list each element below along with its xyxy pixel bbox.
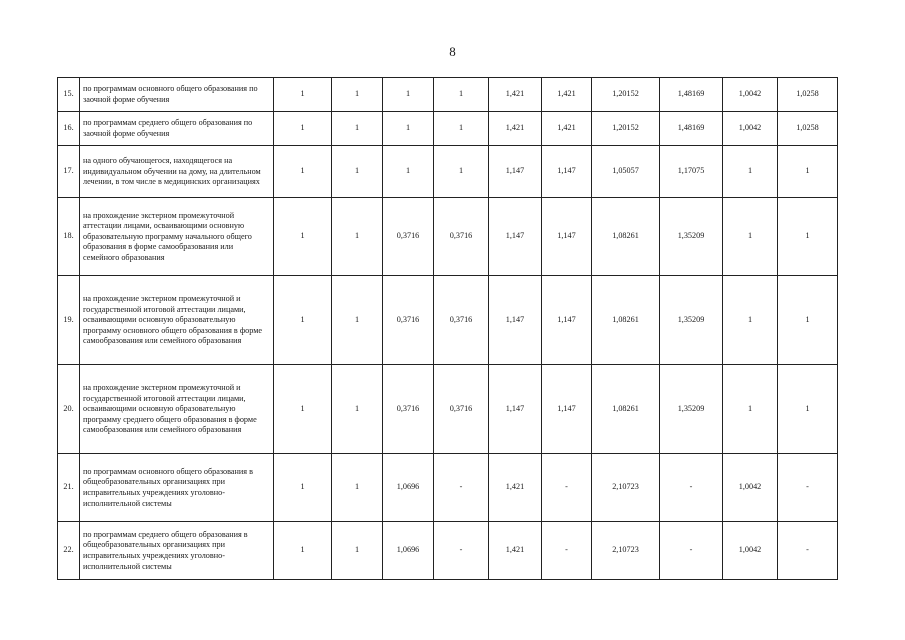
row-number-cell: 15. [58,78,80,112]
value-cell: 1,147 [542,146,592,198]
value-cell: 1 [434,78,489,112]
row-description-cell: по программам основного общего образования по заочной форме обучения [80,78,274,112]
value-cell: 1,17075 [660,146,723,198]
value-cell: 2,10723 [592,454,660,522]
value-cell: 0,3716 [434,276,489,365]
value-cell: 1 [778,198,838,276]
value-cell: 1 [332,78,383,112]
value-cell: 1 [383,78,434,112]
value-cell: 1 [332,112,383,146]
value-cell: 1 [274,146,332,198]
value-cell: 1 [778,276,838,365]
value-cell: 1 [274,112,332,146]
value-cell: 1 [778,365,838,454]
value-cell: 1 [274,522,332,580]
row-number-cell: 19. [58,276,80,365]
value-cell: 1 [434,112,489,146]
value-cell: 0,3716 [434,365,489,454]
value-cell: 1,0258 [778,78,838,112]
value-cell: - [434,522,489,580]
value-cell: 1,48169 [660,78,723,112]
value-cell: 1 [332,198,383,276]
value-cell: - [542,522,592,580]
value-cell: 1,0258 [778,112,838,146]
value-cell: 1,421 [489,112,542,146]
value-cell: 1 [723,365,778,454]
value-cell: 1 [723,198,778,276]
value-cell: - [542,454,592,522]
row-description-cell: на прохождение экстерном промежуточной и государственной итоговой аттестации лицами, осваивающими основную образовательную программу основного общего образования в форме самообразования или семейного образования [80,276,274,365]
value-cell: 1,0042 [723,78,778,112]
value-cell: 1,08261 [592,198,660,276]
value-cell: 1,421 [542,112,592,146]
value-cell: 2,10723 [592,522,660,580]
value-cell: 1,147 [542,365,592,454]
table-row [58,276,838,365]
value-cell: 1,147 [489,198,542,276]
value-cell: - [434,454,489,522]
value-cell: 1 [332,146,383,198]
row-description-cell: на прохождение экстерном промежуточной аттестации лицами, осваивающими основную образовательную программу начального общего образования в форме самообразования или семейного образования [80,198,274,276]
value-cell: 1,48169 [660,112,723,146]
value-cell: 0,3716 [383,365,434,454]
value-cell: 1,35209 [660,198,723,276]
value-cell: 1 [274,276,332,365]
row-number-cell: 17. [58,146,80,198]
value-cell: 1,08261 [592,365,660,454]
value-cell: - [660,454,723,522]
value-cell: 1 [332,522,383,580]
value-cell: 1,421 [542,78,592,112]
table-row [58,198,838,276]
row-description-cell: по программам основного общего образования в общеобразовательных организациях при исправительных учреждениях уголовно-исполнительной системы [80,454,274,522]
value-cell: 1,0042 [723,454,778,522]
value-cell: 1,35209 [660,276,723,365]
row-number-cell: 22. [58,522,80,580]
value-cell: 1,0696 [383,522,434,580]
value-cell: 1,0042 [723,112,778,146]
value-cell: 1 [274,365,332,454]
value-cell: 1,35209 [660,365,723,454]
value-cell: 0,3716 [383,198,434,276]
value-cell: 1,20152 [592,112,660,146]
value-cell: 1 [723,276,778,365]
value-cell: 1 [274,454,332,522]
value-cell: 1,20152 [592,78,660,112]
value-cell: 1 [434,146,489,198]
row-description-cell: по программам среднего общего образования в общеобразовательных организациях при исправительных учреждениях уголовно-исполнительной системы [80,522,274,580]
value-cell: 1 [332,365,383,454]
value-cell: 1 [274,78,332,112]
value-cell: 1 [778,146,838,198]
table-row [58,78,838,112]
value-cell: 1,421 [489,454,542,522]
value-cell: 0,3716 [383,276,434,365]
value-cell: 1,147 [542,276,592,365]
row-number-cell: 18. [58,198,80,276]
value-cell: 1,421 [489,78,542,112]
value-cell: 1 [332,454,383,522]
row-description-cell: на одного обучающегося, находящегося на индивидуальном обучении на дому, на длительном лечении, в том числе в медицинских организациях [80,146,274,198]
value-cell: 1 [383,146,434,198]
value-cell: 1,0696 [383,454,434,522]
coefficient-table [57,77,838,580]
value-cell: 1 [723,146,778,198]
page-number: 8 [449,44,456,59]
row-number-cell: 21. [58,454,80,522]
table-row [58,112,838,146]
value-cell: 1,421 [489,522,542,580]
row-number-cell: 20. [58,365,80,454]
value-cell: 1,05057 [592,146,660,198]
value-cell: - [778,454,838,522]
value-cell: - [660,522,723,580]
table-row [58,522,838,580]
value-cell: 1,147 [489,146,542,198]
table-row [58,365,838,454]
table-row [58,146,838,198]
value-cell: 1,147 [542,198,592,276]
row-number-cell: 16. [58,112,80,146]
value-cell: 1 [332,276,383,365]
table-row [58,454,838,522]
row-description-cell: на прохождение экстерном промежуточной и государственной итоговой аттестации лицами, осваивающими основную образовательную программу среднего общего образования в форме самообразования или семейного образования [80,365,274,454]
row-description-cell: по программам среднего общего образования по заочной форме обучения [80,112,274,146]
value-cell: 0,3716 [434,198,489,276]
value-cell: 1,0042 [723,522,778,580]
value-cell: 1,147 [489,276,542,365]
value-cell: 1 [274,198,332,276]
value-cell: 1,147 [489,365,542,454]
value-cell: - [778,522,838,580]
value-cell: 1 [383,112,434,146]
value-cell: 1,08261 [592,276,660,365]
